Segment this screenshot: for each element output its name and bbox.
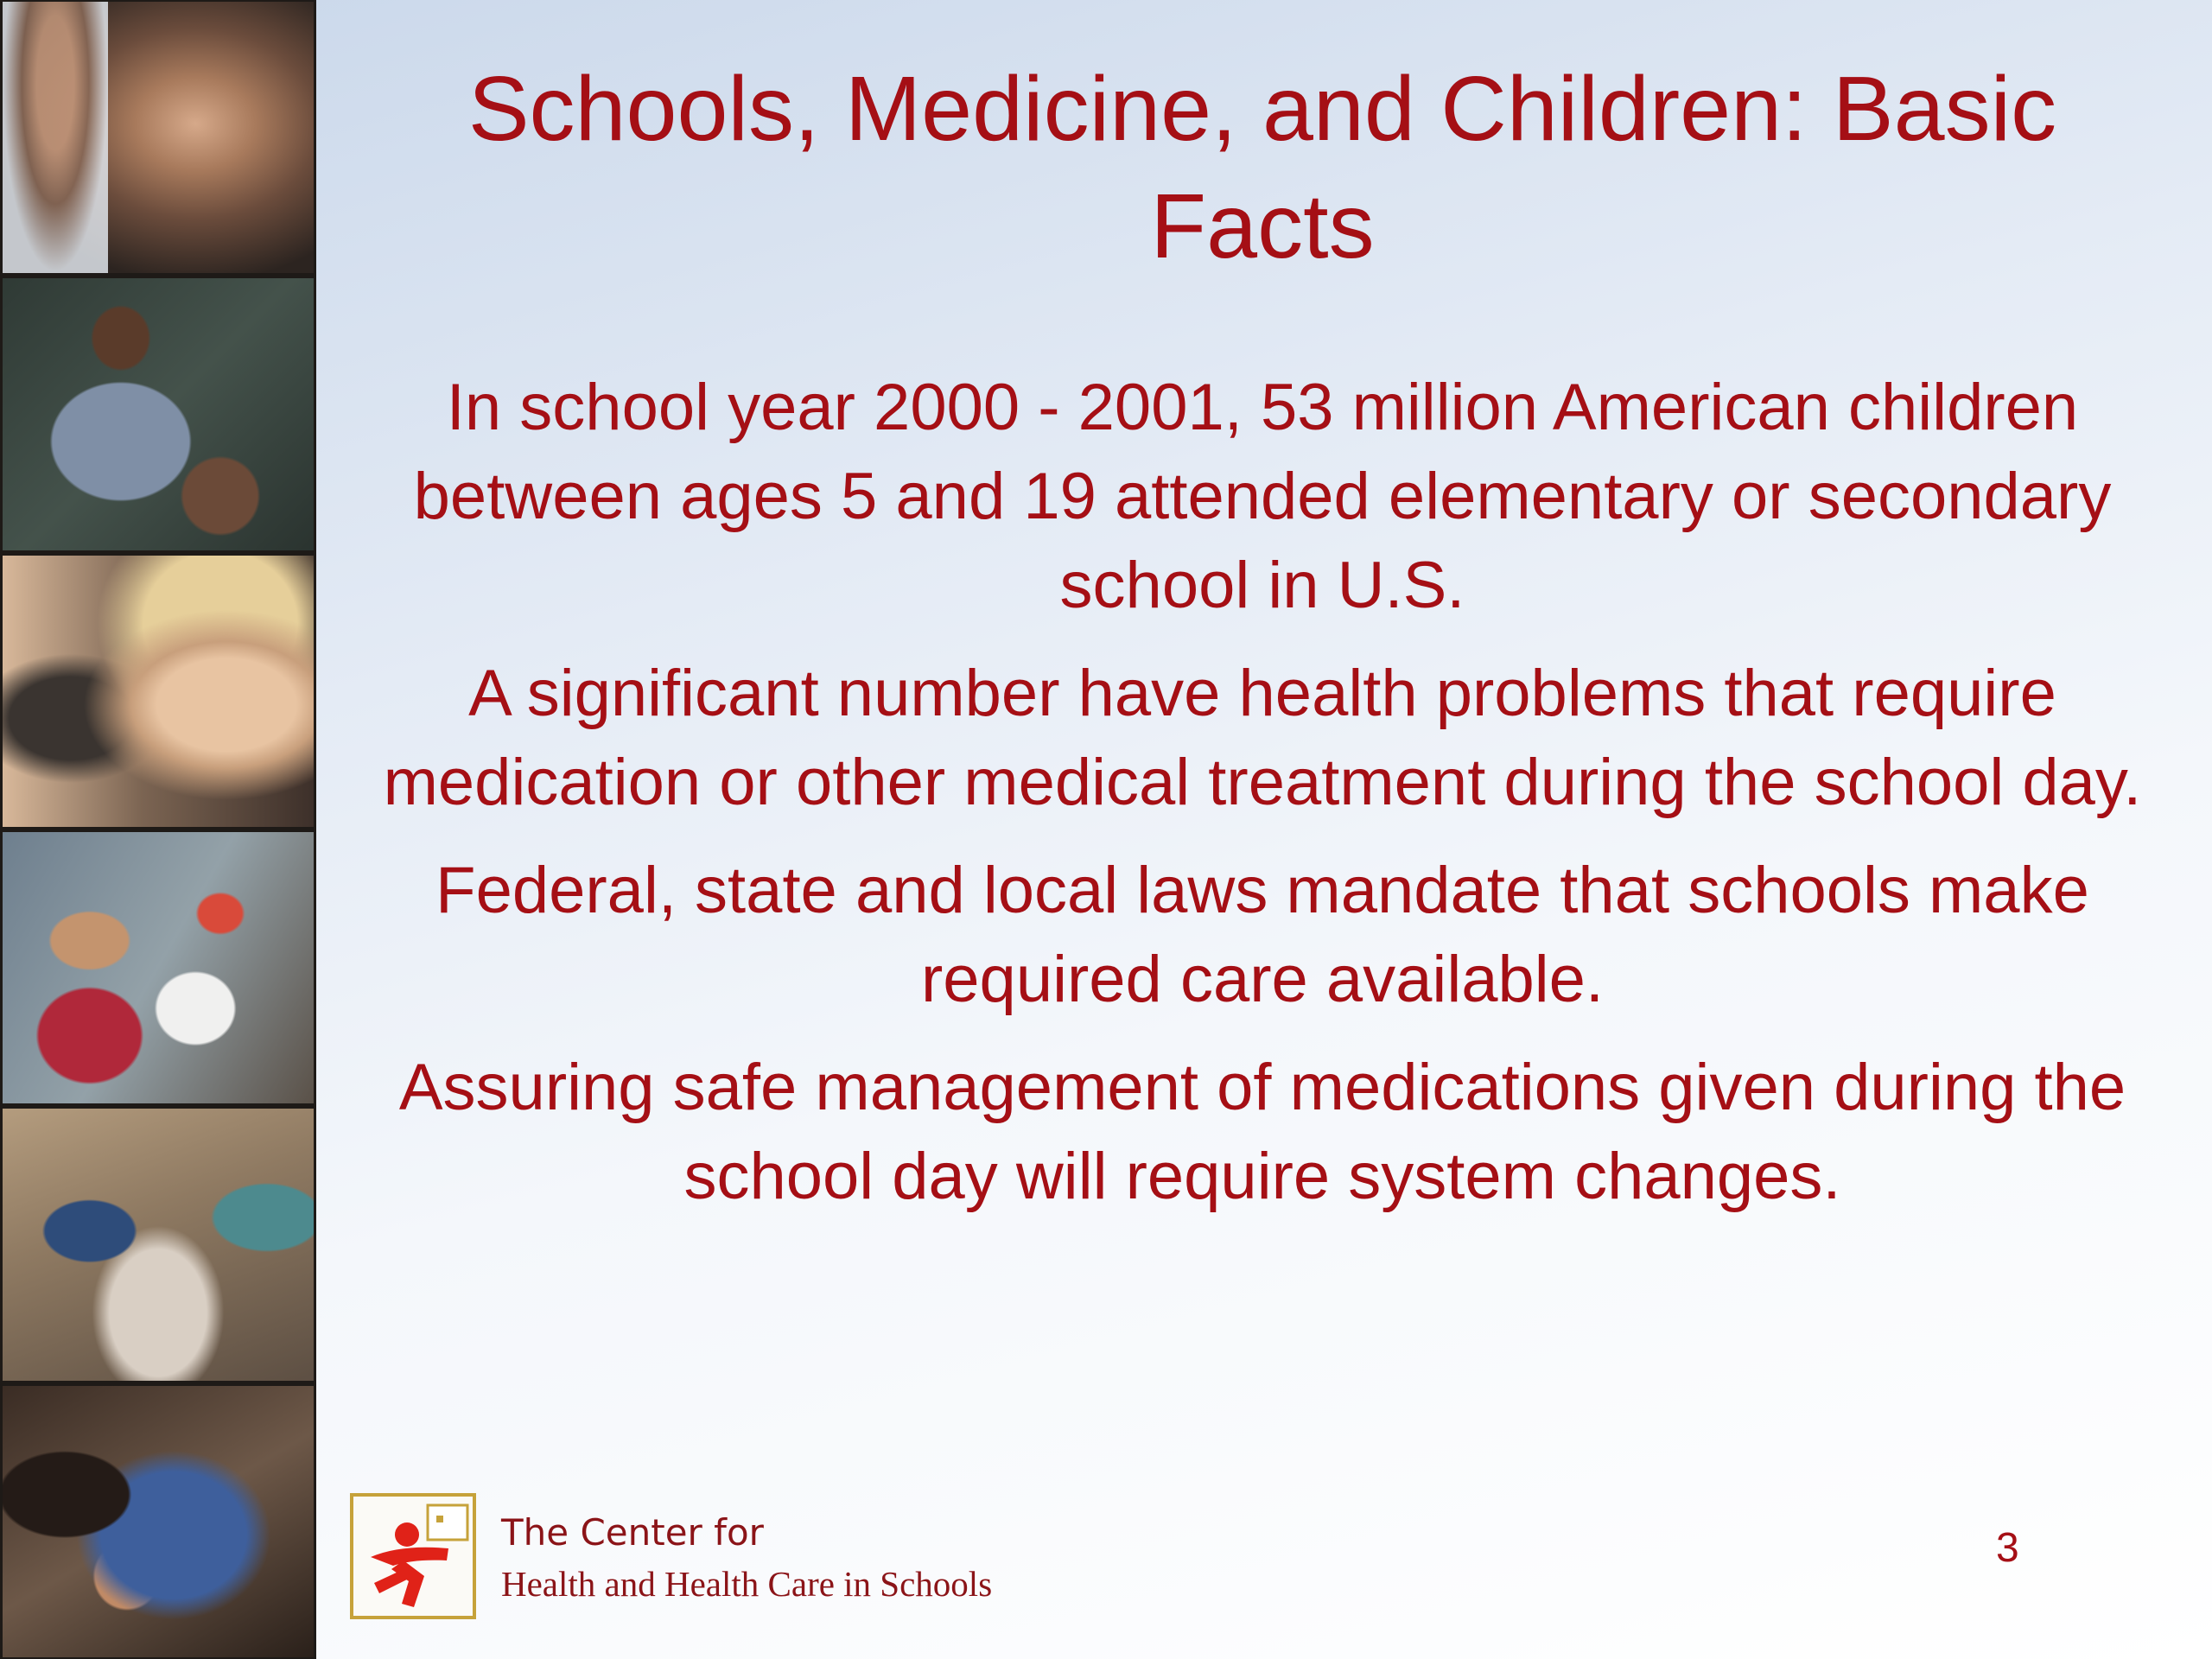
org-name-line1: The Center for bbox=[501, 1511, 764, 1554]
page-number: 3 bbox=[1996, 1525, 2019, 1571]
paragraph-health-problems: A significant number have health problems that require medication or other medical treatment during the school day. bbox=[383, 657, 2142, 819]
photo-boy-at-chalkboard bbox=[3, 278, 314, 550]
paragraph-system-changes: Assuring safe management of medications given during the school day will require system changes. bbox=[398, 1051, 2126, 1213]
photo-children-in-classroom bbox=[3, 1109, 314, 1380]
slide-content bbox=[316, 0, 2212, 1659]
photo-child-bending-over bbox=[3, 1386, 314, 1657]
photo-adult-examining-boy-ear bbox=[3, 2, 314, 273]
photo-sidebar bbox=[0, 0, 316, 1659]
photo-children-playing bbox=[3, 832, 314, 1103]
org-name-line2: Health and Health Care in Schools bbox=[501, 1564, 993, 1604]
org-name bbox=[501, 1509, 992, 1611]
paragraph-laws: Federal, state and local laws mandate that schools make required care available. bbox=[435, 854, 2089, 1016]
slide-title: Schools, Medicine, and Children: Basic Facts bbox=[467, 58, 2057, 277]
running-figure-icon bbox=[353, 1497, 473, 1616]
paragraph-enrollment: In school year 2000 - 2001, 53 million American children between ages 5 and 19 attended elementary or secondary school in U.S. bbox=[413, 371, 2112, 622]
photo-girl-at-microscope bbox=[3, 556, 314, 827]
org-logo bbox=[350, 1493, 476, 1619]
slide-body bbox=[342, 363, 2183, 1240]
